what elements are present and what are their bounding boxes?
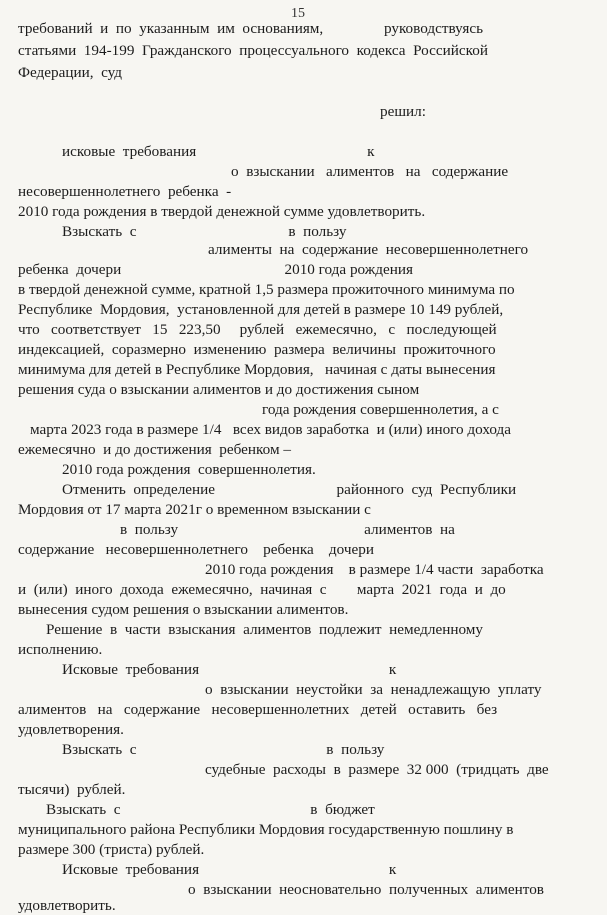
- text-line: удовлетворения.: [18, 721, 124, 738]
- text-line: исковые требования к: [62, 143, 375, 160]
- text-line: индексацией, соразмерно изменению размера величины прожиточного: [18, 341, 496, 358]
- text-line: ребенка дочери 2010 года рождения: [18, 261, 413, 278]
- text-line: Исковые требования к: [62, 661, 397, 678]
- text-line: о взыскании алиментов на содержание: [231, 163, 509, 180]
- text-line: Взыскать с в пользу: [62, 223, 347, 240]
- text-line: несовершеннолетнего ребенка -: [18, 183, 232, 200]
- text-line: Отменить определение районного суд Республики: [62, 481, 517, 498]
- text-line: исполнению.: [18, 641, 103, 658]
- text-line: тысячи) рублей.: [18, 781, 126, 798]
- text-line: Исковые требования к: [62, 861, 397, 878]
- text-line: требований и по указанным им основаниям, руководствуясь: [18, 20, 484, 37]
- resolution-heading: решил:: [380, 103, 426, 120]
- text-line: и (или) иного дохода ежемесячно, начиная с марта 2021 года и до: [18, 581, 506, 598]
- text-line: Федерации, суд: [18, 64, 123, 81]
- text-line: 2010 года рождения в твердой денежной сумме удовлетворить.: [18, 203, 426, 220]
- text-line: муниципального района Республики Мордовия государственную пошлину в: [18, 821, 514, 838]
- text-line: минимума для детей в Республике Мордовия, начиная с даты вынесения: [18, 361, 496, 378]
- text-line: ежемесячно и до достижения ребенком –: [18, 441, 291, 458]
- text-line: алименты на содержание несовершеннолетнего: [208, 241, 529, 258]
- text-line: о взыскании неустойки за ненадлежащую уплату: [205, 681, 542, 698]
- text-line: Взыскать с в пользу: [62, 741, 385, 758]
- text-line: о взыскании неосновательно полученных алиментов: [188, 881, 544, 898]
- text-line: статьями 194-199 Гражданского процессуального кодекса Российской: [18, 42, 488, 59]
- text-line: вынесения судом решения о взыскании алиментов.: [18, 601, 349, 618]
- text-line: в твердой денежной сумме, кратной 1,5 размера прожиточного минимума по: [18, 281, 515, 298]
- text-line: размере 300 (триста) рублей.: [18, 841, 205, 858]
- text-line: решения суда о взыскании алиментов и до достижения сыном: [18, 381, 420, 398]
- text-line: Взыскать с в бюджет: [46, 801, 375, 818]
- text-line: в пользу алиментов на: [120, 521, 455, 538]
- text-line: что соответствует 15 223,50 рублей ежемесячно, с последующей: [18, 321, 497, 338]
- text-line: содержание несовершеннолетнего ребенка дочери: [18, 541, 374, 558]
- text-line: Решение в части взыскания алиментов подлежит немедленному: [46, 621, 483, 638]
- page-number: 15: [291, 6, 305, 21]
- text-line: удовлетворить.: [18, 897, 116, 914]
- text-line: марта 2023 года в размере 1/4 всех видов заработка и (или) иного дохода: [30, 421, 511, 438]
- text-line: года рождения совершеннолетия, а с: [262, 401, 499, 418]
- text-line: 2010 года рождения в размере 1/4 части заработка: [205, 561, 544, 578]
- text-line: Мордовия от 17 марта 2021г о временном взыскании с: [18, 501, 371, 518]
- text-line: судебные расходы в размере 32 000 (тридцать две: [205, 761, 549, 778]
- text-line: Республике Мордовия, установленной для детей в размере 10 149 рублей,: [18, 301, 504, 318]
- text-line: алиментов на содержание несовершеннолетних детей оставить без: [18, 701, 498, 718]
- text-line: 2010 года рождения совершеннолетия.: [62, 461, 316, 478]
